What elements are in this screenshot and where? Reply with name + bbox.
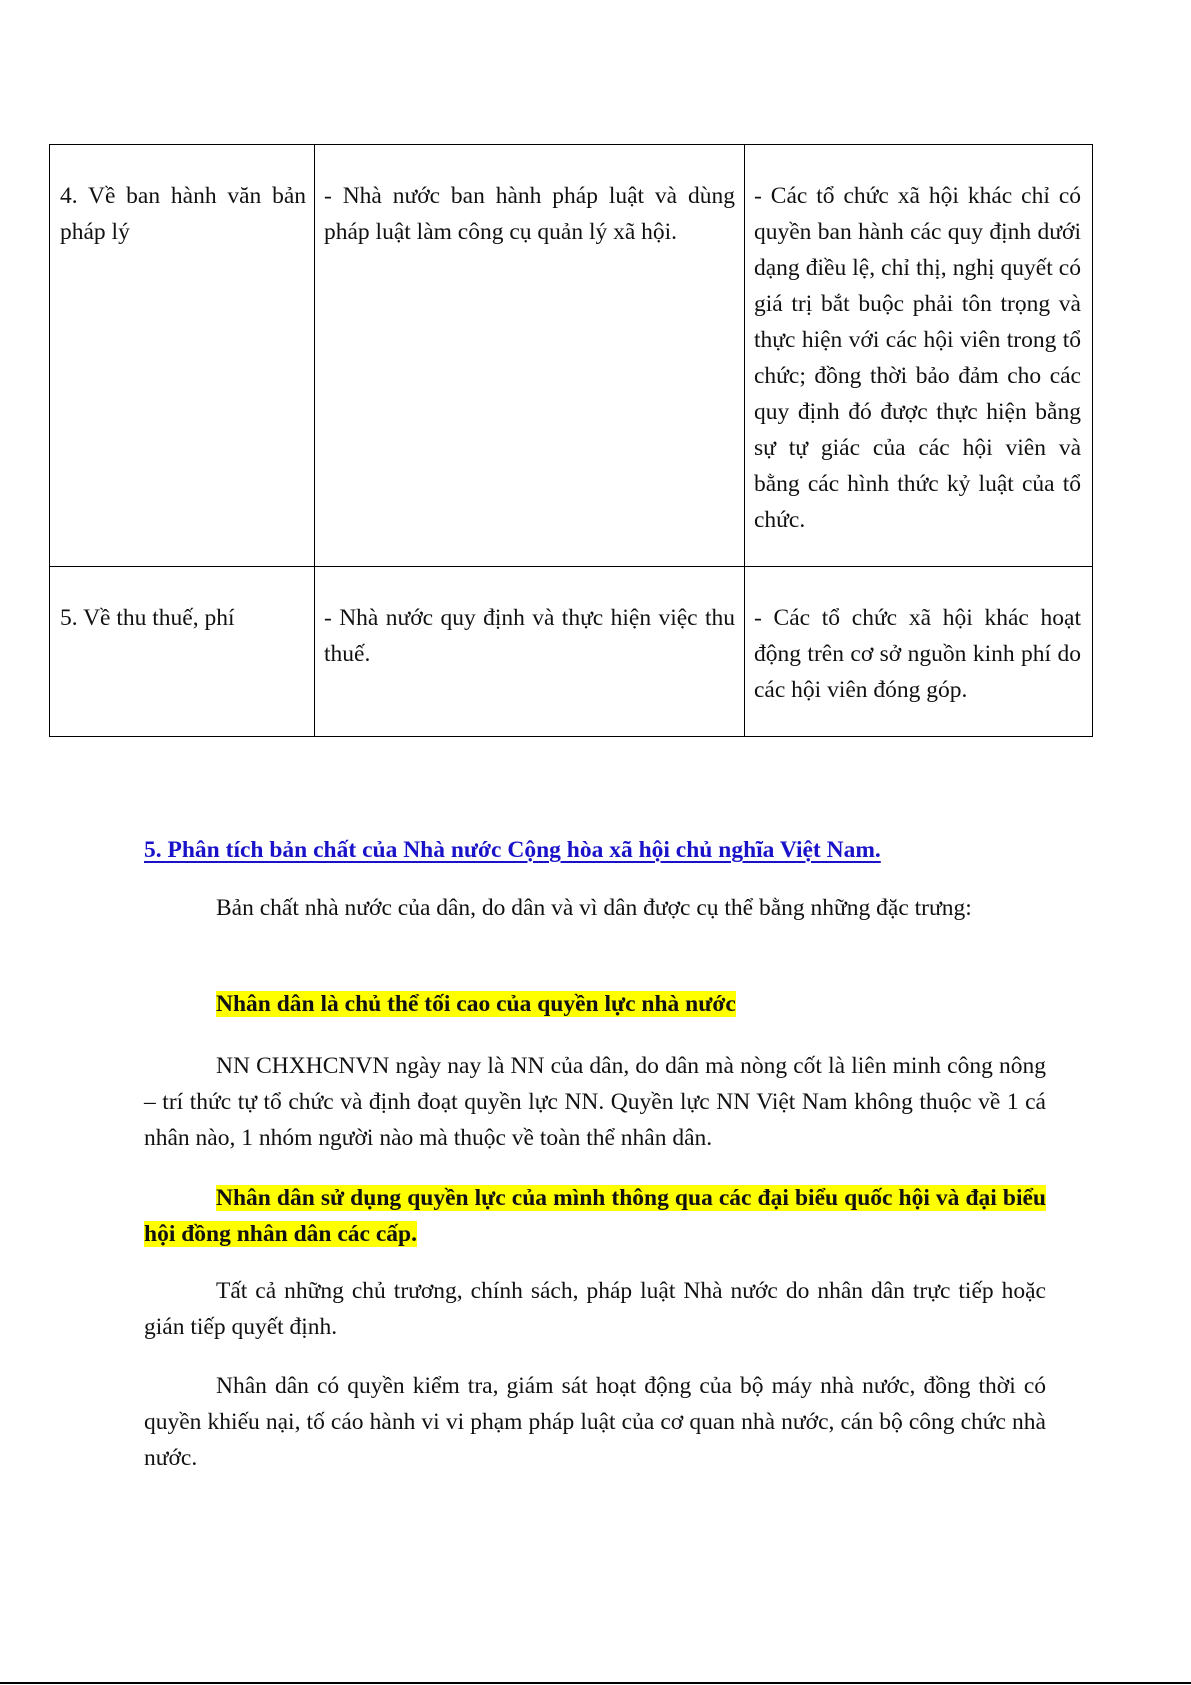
other-orgs-cell: - Các tổ chức xã hội khác chỉ có quyền ban hành các quy định dưới dạng điều lệ, chỉ thị, nghị quyết có giá trị bắt buộc phải tôn trọng và thực hiện với các hội viên trong tổ chức; đồng thời bảo đảm cho các quy định đó được thực hiện bằng sự tự giác của các hội viên và bằng các hình thức kỷ luật của tổ chức.: [745, 145, 1093, 567]
section-heading-link[interactable]: 5. Phân tích bản chất của Nhà nước Cộng hòa xã hội chủ nghĩa Việt Nam.: [144, 837, 881, 863]
table-row: [50, 567, 1093, 737]
intro-paragraph: Bản chất nhà nước của dân, do dân và vì dân được cụ thể bằng những đặc trưng:: [216, 895, 972, 921]
comparison-table: [49, 144, 1093, 737]
highlight-heading-1: [144, 986, 1046, 1022]
paragraph: Nhân dân có quyền kiểm tra, giám sát hoạt động của bộ máy nhà nước, đồng thời có quyền khiếu nại, tố cáo hành vi vi phạm pháp luật của cơ quan nhà nước, cán bộ công chức nhà nước.: [144, 1373, 1046, 1471]
table-row: [50, 145, 1093, 567]
paragraph: Tất cả những chủ trương, chính sách, pháp luật Nhà nước do nhân dân trực tiếp hoặc gián tiếp quyết định.: [144, 1278, 1046, 1340]
highlight-heading-2: [144, 1180, 1046, 1252]
page-bottom-rule: [0, 1682, 1191, 1684]
criterion-cell: 5. Về thu thuế, phí: [50, 567, 315, 737]
paragraph: NN CHXHCNVN ngày nay là NN của dân, do dân mà nòng cốt là liên minh công nông – trí thức tự tổ chức và định đoạt quyền lực NN. Quyền lực NN Việt Nam không thuộc về 1 cá nhân nào, 1 nhóm người nào mà thuộc về toàn thể nhân dân.: [144, 1053, 1046, 1151]
highlight-text: Nhân dân là chủ thể tối cao của quyền lực nhà nước: [216, 991, 736, 1017]
other-orgs-cell: - Các tổ chức xã hội khác hoạt động trên cơ sở nguồn kinh phí do các hội viên đóng góp.: [745, 567, 1093, 737]
state-cell: - Nhà nước ban hành pháp luật và dùng pháp luật làm công cụ quản lý xã hội.: [315, 145, 745, 567]
criterion-cell: 4. Về ban hành văn bản pháp lý: [50, 145, 315, 567]
state-cell: - Nhà nước quy định và thực hiện việc thu thuế.: [315, 567, 745, 737]
highlight-text: Nhân dân sử dụng quyền lực của mình thông qua các đại biểu quốc hội và đại biểu hội đồng nhân dân các cấp.: [144, 1185, 1046, 1247]
